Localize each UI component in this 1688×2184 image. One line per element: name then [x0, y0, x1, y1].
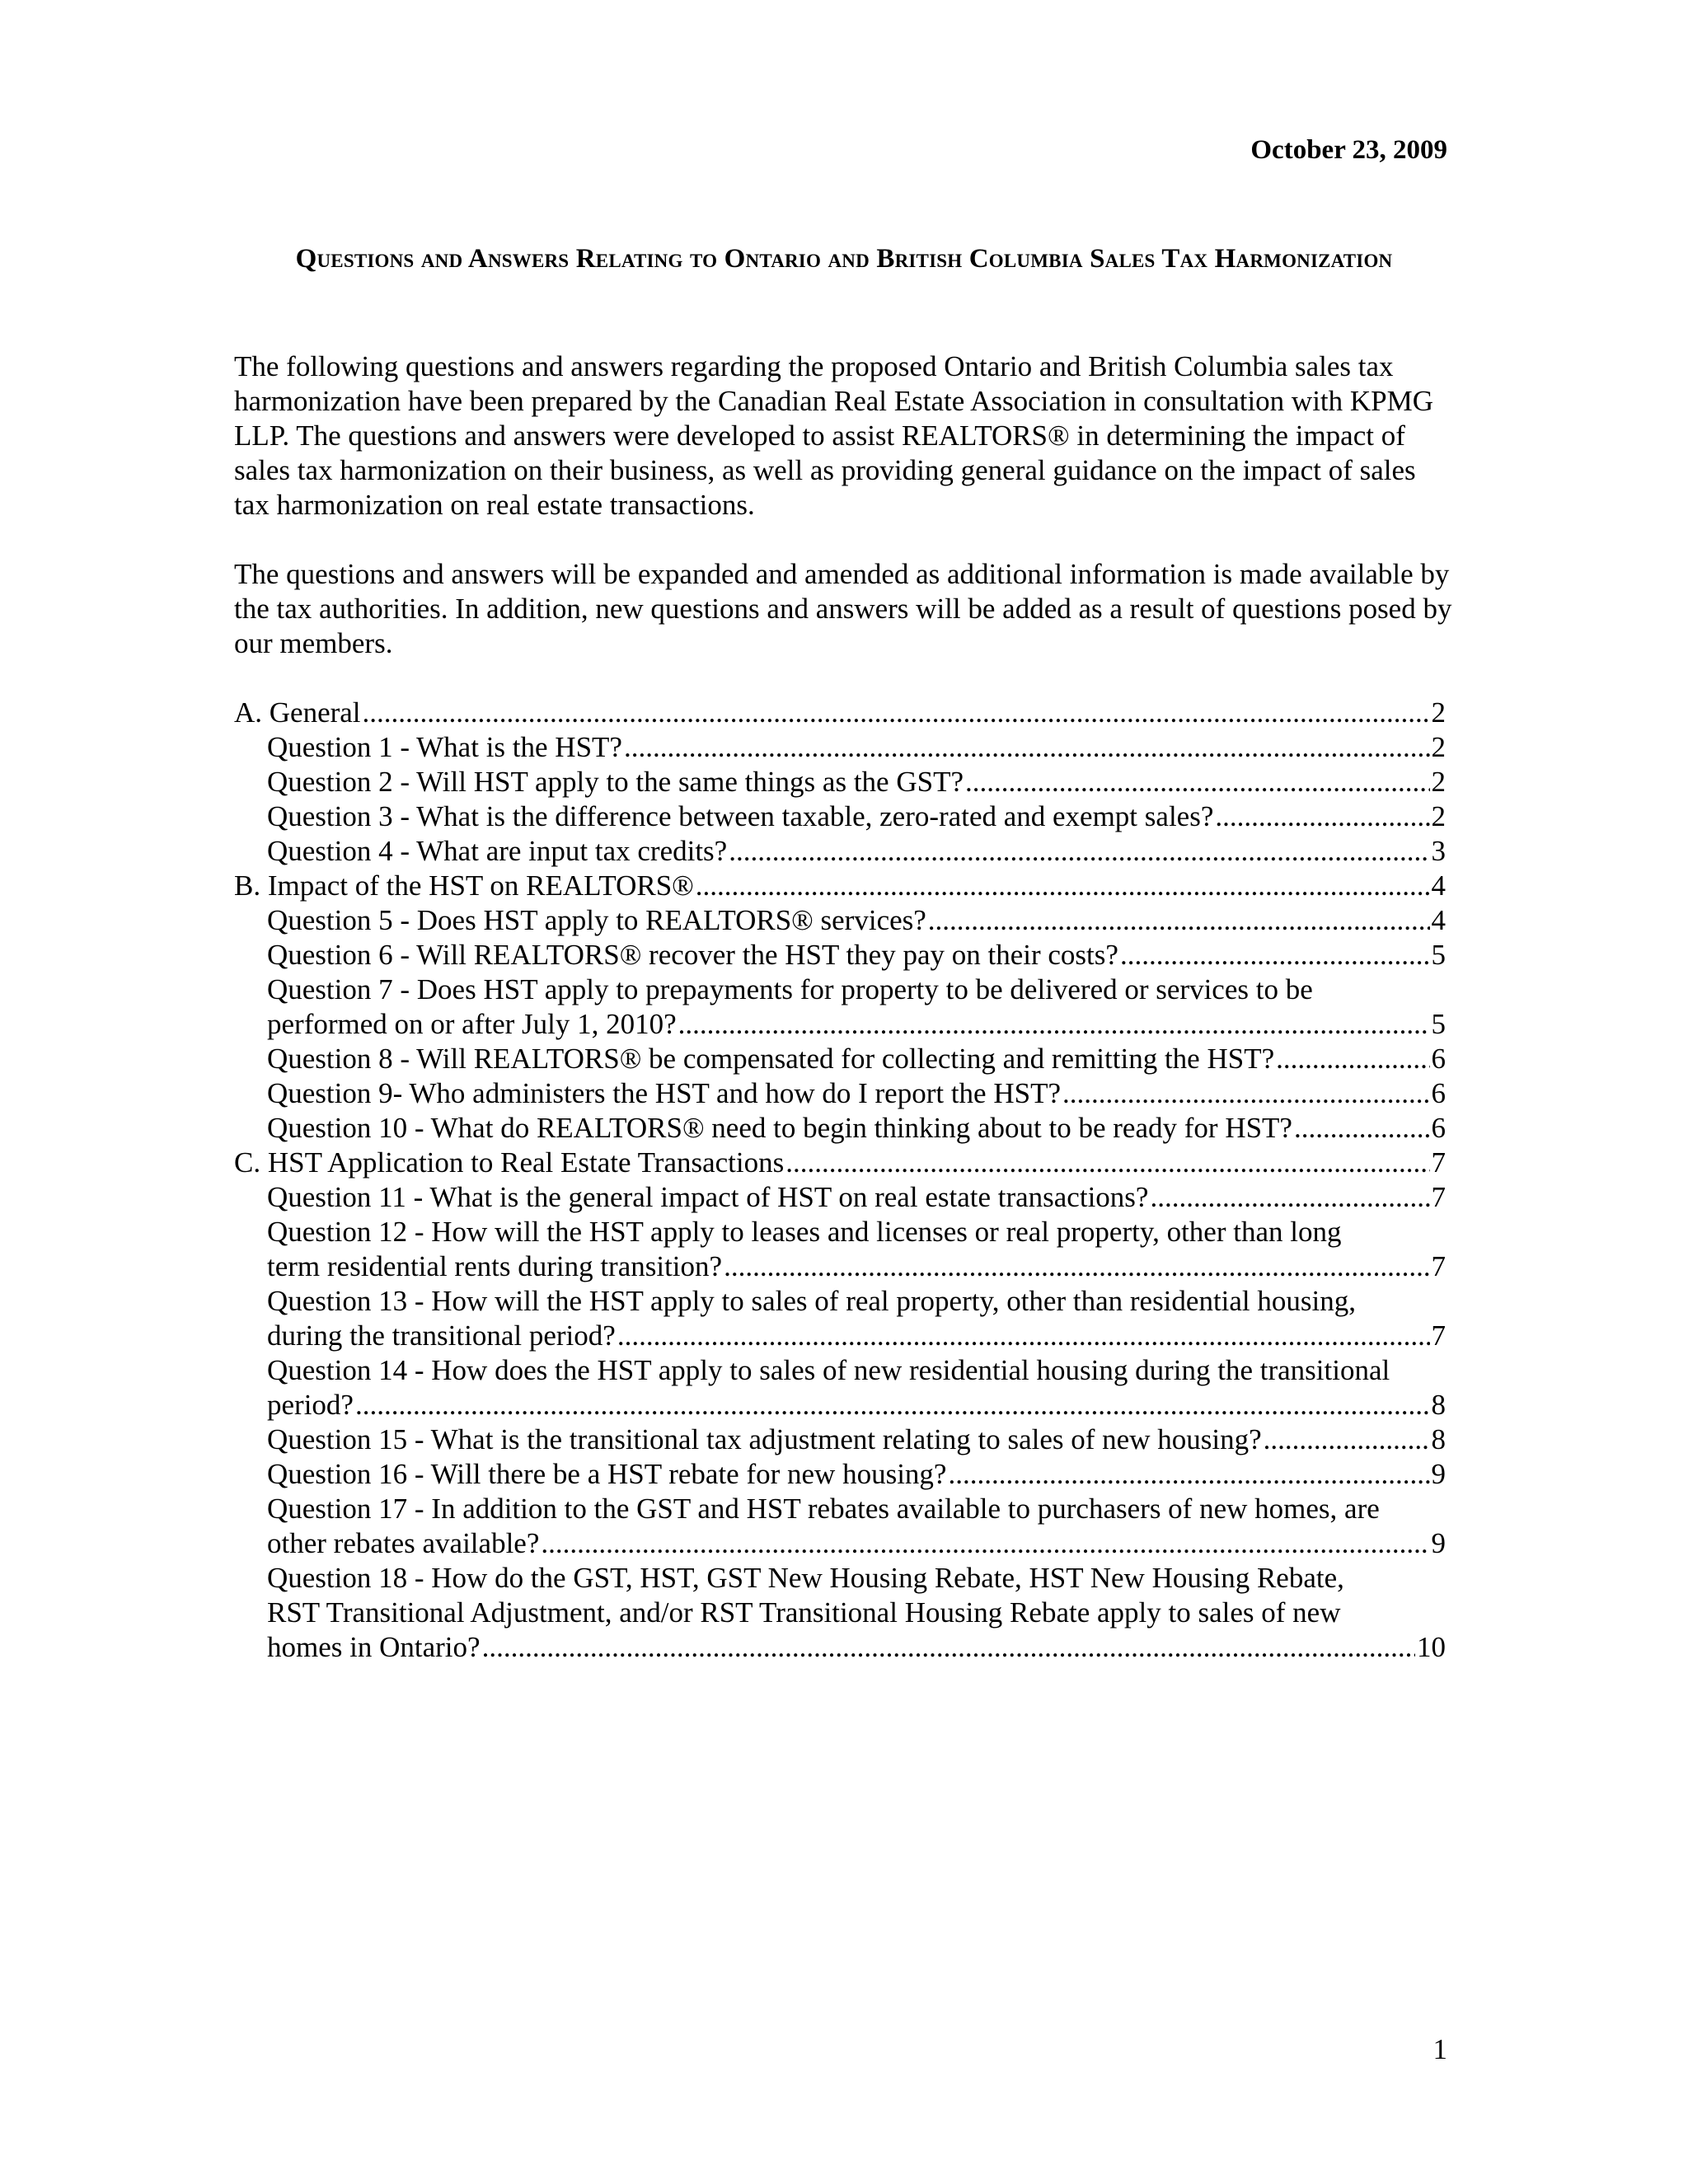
toc-page-number: 2	[1431, 766, 1446, 798]
toc-entry-text: Question 12 - How will the HST apply to leases and licenses or real property, other than long	[267, 1216, 1342, 1248]
toc-dot-leader	[482, 1630, 1415, 1665]
toc-page-number: 5	[1431, 1008, 1446, 1040]
toc-page-number: 8	[1431, 1423, 1446, 1455]
toc-entry-text: performed on or after July 1, 2010?	[267, 1008, 677, 1040]
toc-question[interactable]	[234, 938, 1446, 972]
toc-dot-leader	[1062, 1076, 1430, 1111]
toc-dot-leader	[965, 765, 1430, 799]
toc-entry-text: Question 10 - What do REALTORS® need to begin thinking about to be ready for HST?	[267, 1112, 1292, 1144]
toc-entry-text: Question 4 - What are input tax credits?	[267, 835, 728, 867]
toc-dot-leader	[1276, 1042, 1429, 1076]
toc-entry-text: Question 18 - How do the GST, HST, GST New Housing Rebate, HST New Housing Rebate,	[267, 1562, 1344, 1594]
toc-section[interactable]	[234, 1146, 1446, 1180]
toc-page-number: 4	[1431, 869, 1446, 902]
toc-entry-text: Question 13 - How will the HST apply to sales of real property, other than residential housing,	[267, 1285, 1356, 1317]
toc-question[interactable]	[234, 1492, 1446, 1561]
toc-dot-leader	[785, 1146, 1429, 1180]
toc-question[interactable]	[234, 972, 1446, 1042]
toc-dot-leader	[1294, 1111, 1430, 1146]
document-title: Questions and Answers Relating to Ontario and British Columbia Sales Tax Harmonization	[295, 244, 1393, 274]
toc-dot-leader	[363, 696, 1430, 730]
toc-section[interactable]	[234, 696, 1446, 730]
toc-question[interactable]	[234, 1076, 1446, 1111]
toc-page-number: 4	[1431, 904, 1446, 936]
toc-question[interactable]	[234, 1353, 1446, 1422]
toc-question[interactable]	[234, 1180, 1446, 1215]
toc-dot-leader	[355, 1388, 1430, 1422]
document-date: October 23, 2009	[1250, 135, 1447, 165]
toc-entry-text: Question 8 - Will REALTORS® be compensated for collecting and remitting the HST?	[267, 1043, 1275, 1075]
toc-dot-leader	[678, 1007, 1430, 1042]
toc-page-number: 7	[1431, 1250, 1446, 1282]
toc-entry-text: Question 1 - What is the HST?	[267, 731, 622, 763]
toc-entry-text: during the transitional period?	[267, 1319, 616, 1352]
toc-page-number: 7	[1431, 1181, 1446, 1213]
toc-dot-leader	[1264, 1422, 1430, 1457]
toc-dot-leader	[729, 834, 1429, 869]
toc-question[interactable]	[234, 730, 1446, 765]
toc-page-number: 6	[1431, 1112, 1446, 1144]
toc-entry-text: Question 2 - Will HST apply to the same things as the GST?	[267, 766, 964, 798]
toc-entry-text: Question 16 - Will there be a HST rebate for new housing?	[267, 1458, 947, 1490]
toc-entry-text: Question 15 - What is the transitional tax adjustment relating to sales of new housing?	[267, 1423, 1262, 1455]
toc-entry-text: Question 14 - How does the HST apply to sales of new residential housing during the transitional	[267, 1354, 1390, 1386]
toc-question[interactable]	[234, 1042, 1446, 1076]
toc-dot-leader	[541, 1526, 1429, 1561]
toc-entry-text: other rebates available?	[267, 1527, 540, 1559]
toc-dot-leader	[928, 903, 1430, 938]
toc-page-number: 10	[1417, 1631, 1446, 1663]
toc-entry-text: homes in Ontario?	[267, 1631, 481, 1663]
toc-page-number: 2	[1431, 731, 1446, 763]
toc-question[interactable]	[234, 1561, 1446, 1665]
toc-page-number: 3	[1431, 835, 1446, 867]
toc-question[interactable]	[234, 834, 1446, 869]
toc-page-number: 8	[1431, 1389, 1446, 1421]
toc-dot-leader	[1120, 938, 1430, 972]
toc-entry-text: C. HST Application to Real Estate Transactions	[234, 1146, 785, 1179]
toc-entry-text: Question 9- Who administers the HST and how do I report the HST?	[267, 1077, 1061, 1109]
toc-dot-leader	[724, 1249, 1429, 1284]
toc-page-number: 7	[1431, 1146, 1446, 1179]
toc-question[interactable]	[234, 903, 1446, 938]
intro-paragraph-2: The questions and answers will be expanded and amended as additional information is made available by the tax authorities. In addition, new questions and answers will be added as a result of questions posed by our members.	[234, 558, 1452, 659]
toc-entry-text: Question 17 - In addition to the GST and HST rebates available to purchasers of new homes, are	[267, 1493, 1380, 1525]
toc-page-number: 2	[1431, 696, 1446, 729]
toc-entry-text: RST Transitional Adjustment, and/or RST Transitional Housing Rebate apply to sales of new	[267, 1596, 1341, 1629]
toc-page-number: 9	[1431, 1527, 1446, 1559]
toc-page-number: 6	[1431, 1043, 1446, 1075]
intro-paragraph-1: The following questions and answers regarding the proposed Ontario and British Columbia sales tax harmonization have been prepared by the Canadian Real Estate Association in consultation with KPMG LLP. The questions and answers were developed to assist REALTORS® in determining the impact of sales tax harmonization on their business, as well as providing general guidance on the impact of sales tax harmonization on real estate transactions.	[234, 350, 1434, 521]
toc-dot-leader	[696, 869, 1430, 903]
toc-question[interactable]	[234, 1422, 1446, 1457]
toc-dot-leader	[1150, 1180, 1429, 1215]
toc-entry-text: Question 3 - What is the difference between taxable, zero-rated and exempt sales?	[267, 800, 1214, 832]
toc-entry-text: Question 5 - Does HST apply to REALTORS® services?	[267, 904, 926, 936]
toc-question[interactable]	[234, 765, 1446, 799]
toc-question[interactable]	[234, 1215, 1446, 1284]
toc-dot-leader	[624, 730, 1430, 765]
toc-dot-leader	[948, 1457, 1429, 1492]
toc-entry-text: B. Impact of the HST on REALTORS®	[234, 869, 694, 902]
toc-entry-text: Question 7 - Does HST apply to prepayments for property to be delivered or services to be	[267, 973, 1313, 1005]
toc-question[interactable]	[234, 1284, 1446, 1353]
toc-entry-text: term residential rents during transition?	[267, 1250, 723, 1282]
table-of-contents	[234, 696, 1446, 1665]
toc-page-number: 9	[1431, 1458, 1446, 1490]
toc-entry-text: A. General	[234, 696, 361, 729]
toc-question[interactable]	[234, 1111, 1446, 1146]
toc-entry-text: period?	[267, 1389, 354, 1421]
toc-page-number: 2	[1431, 800, 1446, 832]
toc-question[interactable]	[234, 799, 1446, 834]
toc-entry-text: Question 6 - Will REALTORS® recover the HST they pay on their costs?	[267, 939, 1118, 971]
toc-question[interactable]	[234, 1457, 1446, 1492]
toc-entry-text: Question 11 - What is the general impact of HST on real estate transactions?	[267, 1181, 1149, 1213]
toc-page-number: 6	[1431, 1077, 1446, 1109]
toc-page-number: 5	[1431, 939, 1446, 971]
toc-dot-leader	[1215, 799, 1429, 834]
page-number: 1	[1432, 2033, 1447, 2065]
toc-page-number: 7	[1431, 1319, 1446, 1352]
toc-dot-leader	[617, 1319, 1430, 1353]
toc-section[interactable]	[234, 869, 1446, 903]
